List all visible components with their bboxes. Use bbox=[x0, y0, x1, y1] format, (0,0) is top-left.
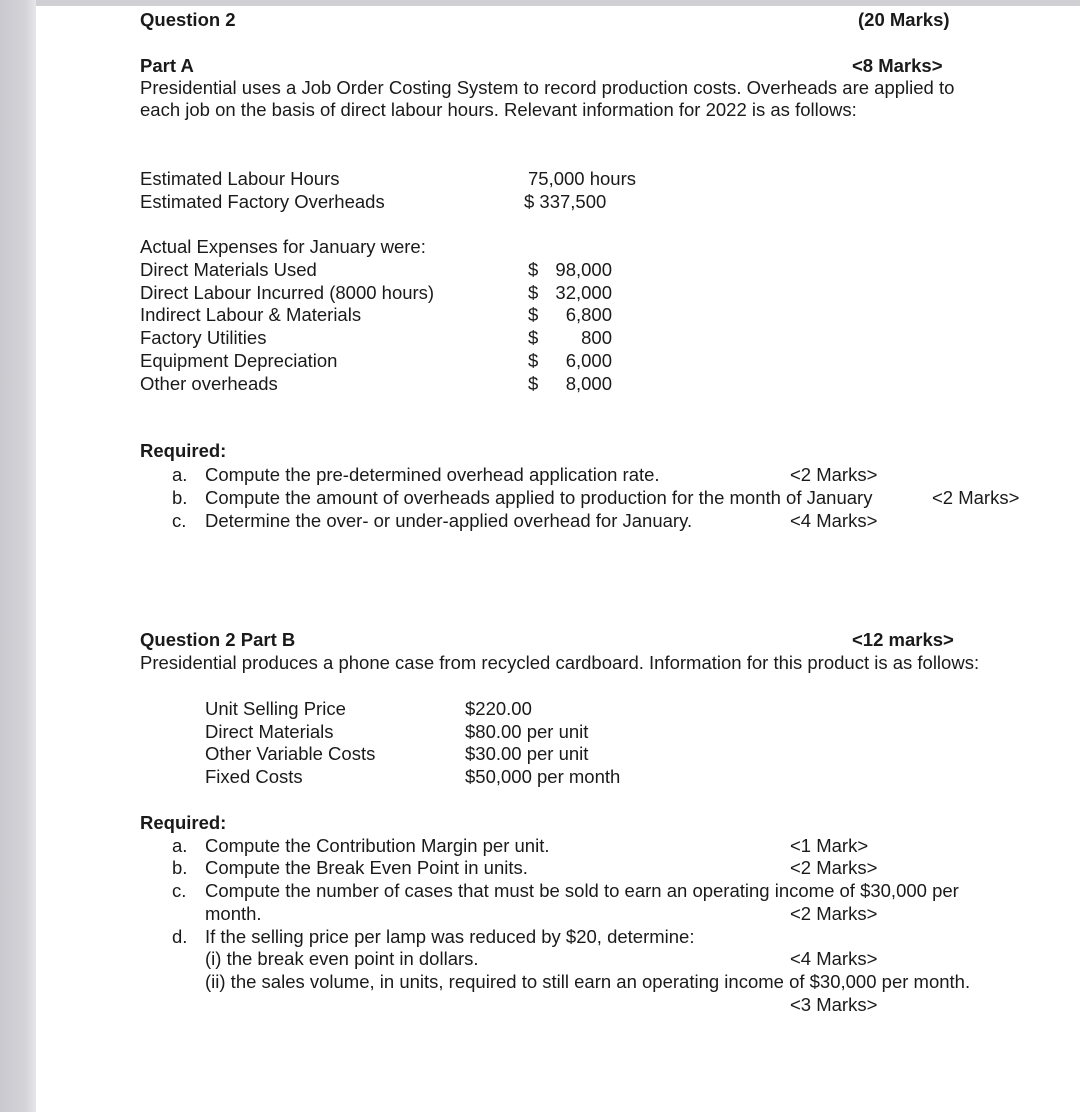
required-marks: <4 Marks> bbox=[790, 948, 878, 969]
cost-label: Fixed Costs bbox=[205, 766, 303, 787]
actual-amount: 32,000 bbox=[555, 282, 612, 303]
actual-label: Direct Labour Incurred (8000 hours) bbox=[140, 282, 435, 303]
cost-label: Other Variable Costs bbox=[205, 743, 376, 764]
estimate-label: Estimated Factory Overheads bbox=[140, 191, 385, 212]
actual-label: Other overheads bbox=[140, 373, 278, 394]
required-marks: <3 Marks> bbox=[790, 994, 878, 1015]
actual-currency: $ bbox=[528, 282, 539, 303]
question-title: Question 2 bbox=[140, 9, 236, 30]
required-marks: <2 Marks> bbox=[932, 487, 1020, 508]
part-a-intro-line2: each job on the basis of direct labour hours. Relevant information for 2022 is as follows: bbox=[140, 99, 857, 120]
actual-label: Equipment Depreciation bbox=[140, 350, 338, 371]
required-subitem: (i) the break even point in dollars. bbox=[205, 948, 479, 969]
part-b-title: Question 2 Part B bbox=[140, 629, 296, 650]
part-b-required-heading: Required: bbox=[140, 812, 227, 833]
required-marks: <1 Mark> bbox=[790, 835, 869, 856]
required-letter: b. bbox=[172, 857, 188, 878]
required-marks: <2 Marks> bbox=[790, 857, 878, 878]
actual-amount: 6,000 bbox=[565, 350, 612, 371]
required-text: Compute the amount of overheads applied to production for the month of January bbox=[205, 487, 873, 508]
part-a-required-heading: Required: bbox=[140, 440, 227, 461]
actual-currency: $ bbox=[528, 373, 539, 394]
total-marks: (20 Marks) bbox=[858, 9, 950, 30]
cost-value: $220.00 bbox=[465, 698, 532, 719]
required-letter: a. bbox=[172, 835, 188, 856]
actual-label: Factory Utilities bbox=[140, 327, 267, 348]
estimate-value: 75,000 hours bbox=[528, 168, 637, 189]
actual-currency: $ bbox=[528, 259, 539, 280]
cost-label: Direct Materials bbox=[205, 721, 334, 742]
required-text: Compute the Break Even Point in units. bbox=[205, 857, 528, 878]
required-text-continued: month. bbox=[205, 903, 262, 924]
cost-value: $80.00 per unit bbox=[465, 721, 589, 742]
left-edge bbox=[0, 0, 36, 1112]
actual-amount: 8,000 bbox=[565, 373, 612, 394]
cost-value: $30.00 per unit bbox=[465, 743, 589, 764]
part-b-marks: <12 marks> bbox=[852, 629, 954, 650]
actual-currency: $ bbox=[528, 304, 539, 325]
actual-heading: Actual Expenses for January were: bbox=[140, 236, 426, 257]
required-marks: <2 Marks> bbox=[790, 464, 878, 485]
required-subitem: (ii) the sales volume, in units, required to still earn an operating income of $30,000 per month. bbox=[205, 971, 971, 992]
required-text: Determine the over- or under-applied overhead for January. bbox=[205, 510, 693, 531]
actual-amount: 98,000 bbox=[555, 259, 612, 280]
actual-label: Indirect Labour & Materials bbox=[140, 304, 362, 325]
required-text: Compute the pre-determined overhead application rate. bbox=[205, 464, 660, 485]
estimate-label: Estimated Labour Hours bbox=[140, 168, 340, 189]
cost-label: Unit Selling Price bbox=[205, 698, 346, 719]
actual-currency: $ bbox=[528, 327, 539, 348]
part-a-marks: <8 Marks> bbox=[852, 55, 943, 76]
required-letter: d. bbox=[172, 926, 188, 947]
required-letter: b. bbox=[172, 487, 188, 508]
required-text: Compute the Contribution Margin per unit. bbox=[205, 835, 550, 856]
actual-currency: $ bbox=[528, 350, 539, 371]
required-text: Compute the number of cases that must be sold to earn an operating income of $30,000 per bbox=[205, 880, 959, 901]
cost-value: $50,000 per month bbox=[465, 766, 621, 787]
required-marks: <2 Marks> bbox=[790, 903, 878, 924]
actual-label: Direct Materials Used bbox=[140, 259, 317, 280]
required-letter: a. bbox=[172, 464, 188, 485]
part-b-intro: Presidential produces a phone case from recycled cardboard. Information for this product is as follows: bbox=[140, 652, 980, 673]
top-edge bbox=[0, 0, 1080, 6]
part-a-title: Part A bbox=[140, 55, 194, 76]
required-text: If the selling price per lamp was reduced by $20, determine: bbox=[205, 926, 695, 947]
required-letter: c. bbox=[172, 510, 187, 531]
required-letter: c. bbox=[172, 880, 187, 901]
actual-amount: 6,800 bbox=[565, 304, 612, 325]
estimate-value: $ 337,500 bbox=[524, 191, 607, 212]
required-marks: <4 Marks> bbox=[790, 510, 878, 531]
part-a-intro-line1: Presidential uses a Job Order Costing System to record production costs. Overheads are applied to bbox=[140, 77, 955, 98]
actual-amount: 800 bbox=[581, 327, 612, 348]
